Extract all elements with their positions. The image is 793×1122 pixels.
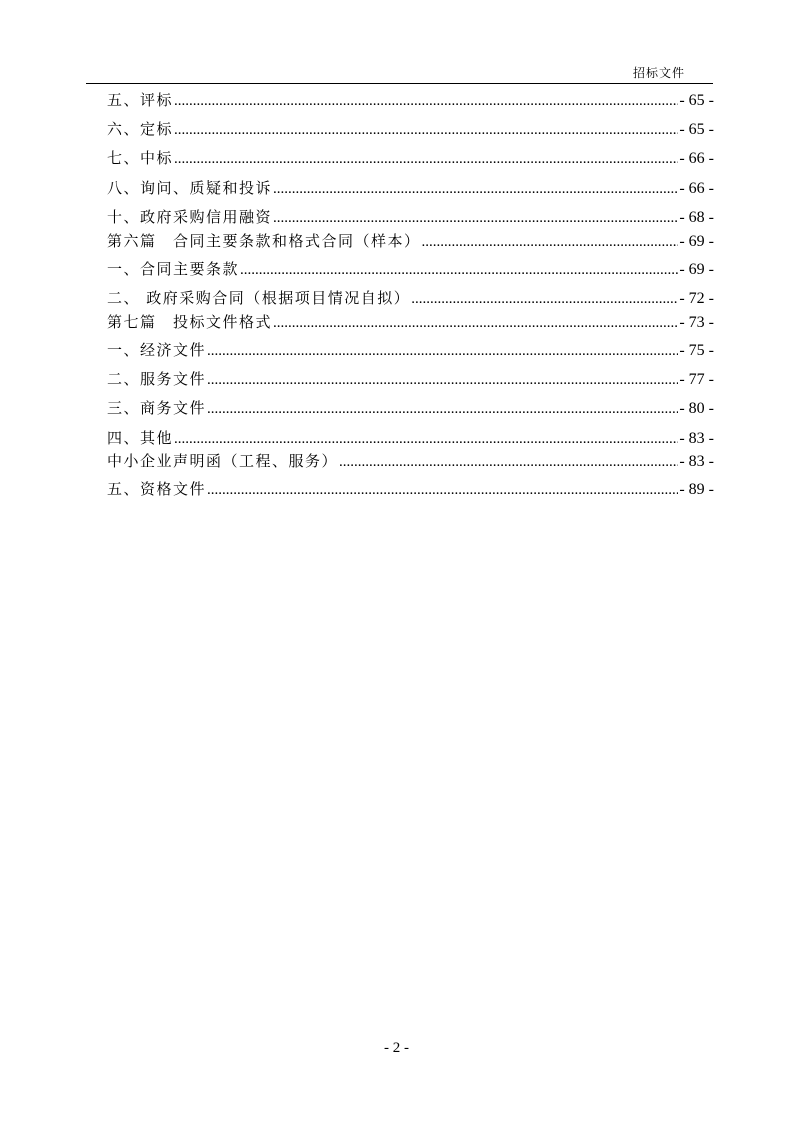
toc-leader-dots — [273, 178, 678, 200]
toc-leader-dots — [207, 479, 678, 501]
toc-entry-page: - 72 - — [679, 290, 714, 307]
toc-entry-page: - 69 - — [679, 233, 714, 250]
toc-entry[interactable] — [107, 478, 714, 500]
toc-leader-dots — [174, 428, 678, 450]
toc-entry[interactable] — [107, 230, 714, 252]
toc-entry-page: - 77 - — [679, 371, 714, 388]
toc-entry-page: - 65 - — [679, 92, 714, 109]
toc-entry-title: 一、合同主要条款 — [107, 260, 240, 278]
toc-leader-dots — [240, 259, 678, 281]
header-rule — [86, 83, 713, 84]
page-number: - 2 - — [384, 1040, 409, 1056]
toc-entry-title: 第七篇 投标文件格式 — [107, 313, 273, 331]
toc-entry[interactable] — [107, 311, 714, 333]
toc-entry-page: - 66 - — [679, 150, 714, 167]
toc-entry-page: - 69 - — [679, 261, 714, 278]
toc-entry[interactable] — [107, 397, 714, 419]
toc-entry[interactable] — [107, 450, 714, 472]
toc-leader-dots — [273, 312, 678, 334]
toc-entry-page: - 83 - — [679, 430, 714, 447]
toc-entry[interactable] — [107, 368, 714, 390]
toc-entry-page: - 75 - — [679, 342, 714, 359]
toc-entry-page: - 66 - — [679, 180, 714, 197]
toc-entry[interactable] — [107, 339, 714, 361]
toc-entry-title: 二、 政府采购合同（根据项目情况自拟） — [107, 289, 411, 307]
toc-entry-page: - 89 - — [679, 481, 714, 498]
toc-entry-title: 八、询问、质疑和投诉 — [107, 179, 273, 197]
toc-entry-page: - 83 - — [679, 453, 714, 470]
toc-entry-title: 五、资格文件 — [107, 480, 207, 498]
toc-leader-dots — [207, 398, 678, 420]
toc-leader-dots — [207, 340, 678, 362]
header-title: 招标文件 — [632, 66, 685, 80]
toc-entry[interactable] — [107, 287, 714, 309]
toc-leader-dots — [273, 207, 678, 229]
toc-entry-title: 三、商务文件 — [107, 399, 207, 417]
toc-entry-title: 第六篇 合同主要条款和格式合同（样本） — [107, 232, 421, 250]
toc-entry-title: 中小企业声明函（工程、服务） — [107, 452, 339, 470]
toc-entry-title: 一、经济文件 — [107, 341, 207, 359]
toc-entry[interactable] — [107, 89, 714, 111]
toc-entry[interactable] — [107, 206, 714, 228]
toc-entry-title: 五、评标 — [107, 91, 174, 109]
toc-entry-title: 十、政府采购信用融资 — [107, 208, 273, 226]
toc-entry-page: - 73 - — [679, 314, 714, 331]
toc-leader-dots — [174, 148, 678, 170]
toc-entry[interactable] — [107, 427, 714, 449]
toc-entry[interactable] — [107, 118, 714, 140]
toc-entry[interactable] — [107, 147, 714, 169]
toc-entry-page: - 80 - — [679, 400, 714, 417]
toc-leader-dots — [411, 288, 678, 310]
toc-entry-page: - 65 - — [679, 121, 714, 138]
toc-entry-title: 七、中标 — [107, 149, 174, 167]
toc-leader-dots — [207, 369, 678, 391]
toc-entry-title: 六、定标 — [107, 120, 174, 138]
toc-entry-title: 二、服务文件 — [107, 370, 207, 388]
toc-entry-page: - 68 - — [679, 209, 714, 226]
toc-entry[interactable] — [107, 258, 714, 280]
toc-leader-dots — [422, 231, 679, 253]
toc-leader-dots — [174, 119, 678, 141]
toc-entry[interactable] — [107, 177, 714, 199]
toc-leader-dots — [339, 451, 678, 473]
toc-entry-title: 四、其他 — [107, 429, 174, 447]
toc-leader-dots — [174, 90, 678, 112]
